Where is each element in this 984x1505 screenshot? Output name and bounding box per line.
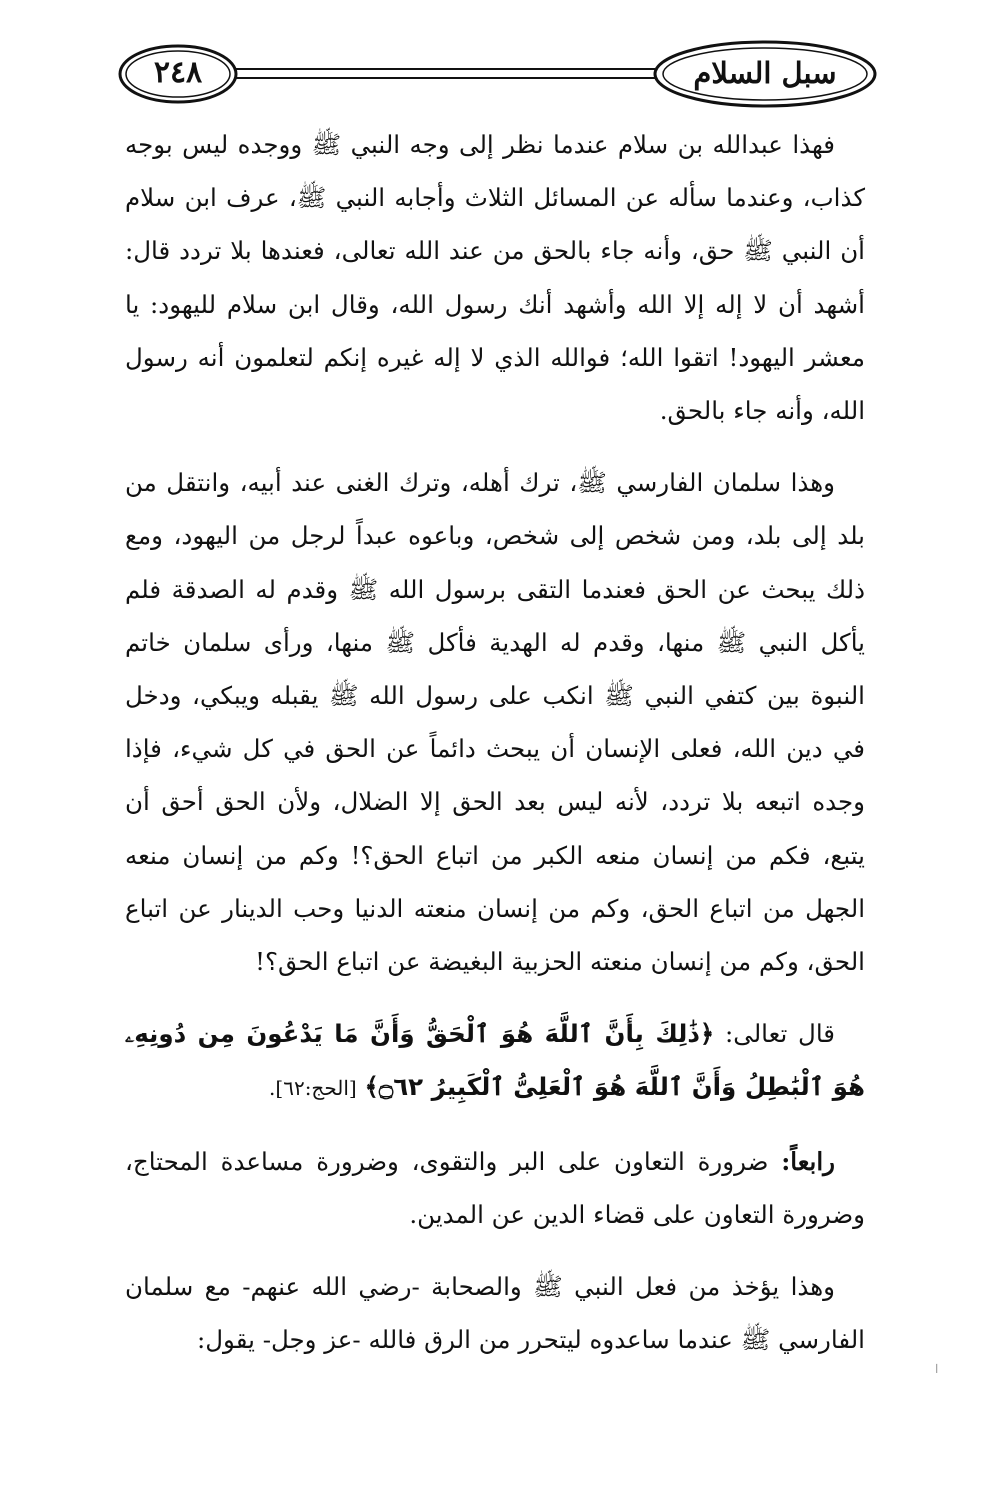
page-body — [125, 118, 865, 1385]
page-number: ٢٤٨ — [153, 55, 203, 90]
verse-intro: قال تعالى: — [714, 1019, 835, 1049]
point-heading: رابعاً: — [781, 1146, 835, 1176]
paragraph-ibn-salam: فهذا عبدالله بن سلام عندما نظر إلى وجه النبي ﷺ ووجده ليس بوجه كذاب، وعندما سأله عن المسائل الثلاث وأجابه النبي ﷺ، عرف ابن سلام أن النبي ﷺ حق، وأنه جاء بالحق من عند الله تعالى، فعندها بلا تردد قال: أشهد أن لا إله إلا الله وأشهد أنك رسول الله، وقال ابن سلام لليهود: يا معشر اليهود! اتقوا الله؛ فوالله الذي لا إله غيره إنكم لتعلمون أنه رسول الله، وأنه جاء بالحق. — [125, 130, 865, 426]
running-title: سبل السلام — [693, 56, 837, 90]
page-header — [110, 38, 880, 110]
paragraph-fourth-point — [125, 1135, 865, 1241]
point-text: ضرورة التعاون على البر والتقوى، وضرورة مساعدة المحتاج، وضرورة التعاون على قضاء الدين عن المدين. — [125, 1146, 865, 1229]
paragraph-quran-verse — [125, 1007, 865, 1115]
paragraph-salman: وهذا سلمان الفارسي ﷺ، ترك أهله، وترك الغنى عند أبيه، وانتقل من بلد إلى بلد، ومن شخص إلى شخص، وباعوه عبداً لرجل من اليهود، ومع ذلك يبحث عن الحق فعندما التقى برسول الله ﷺ وقدم له الصدقة فلم يأكل النبي ﷺ منها، وقدم له الهدية فأكل ﷺ منها، ورأى سلمان خاتم النبوة بين كتفي النبي ﷺ انكب على رسول الله ﷺ يقبله ويبكي، ودخل في دين الله، فعلى الإنسان أن يبحث دائماً عن الحق في كل شيء، فإذا وجده اتبعه بلا تردد، لأنه ليس بعد الحق إلا الضلال، ولأن الحق أحق أن يتبع، فكم من إنسان منعه الكبر من اتباع الحق؟! وكم من إنسان منعه الجهل من اتباع الحق، وكم من إنسان منعته الدنيا وحب الدينار عن اتباع الحق، وكم من إنسان منعته الحزبية البغيضة عن اتباع الحق؟! — [125, 468, 865, 977]
quran-verse: ﴿ذَٰلِكَ بِأَنَّ ٱللَّهَ هُوَ ٱلْحَقُّ وَأَنَّ مَا يَدْعُونَ مِن دُونِهِۦ هُوَ ٱلْبَٰطِلُ وَأَنَّ ٱللَّهَ هُوَ ٱلْعَلِىُّ ٱلْكَبِيرُ ۝٦٢﴾ — [125, 1019, 865, 1102]
margin-mark: ا — [935, 1362, 939, 1376]
paragraph-companions: وهذا يؤخذ من فعل النبي ﷺ والصحابة -رضي الله عنهم- مع سلمان الفارسي ﷺ عندما ساعدوه ليتحرر من الرق فالله -عز وجل- يقول: — [125, 1272, 865, 1355]
verse-reference: [الحج:٦٢]. — [269, 1076, 357, 1101]
